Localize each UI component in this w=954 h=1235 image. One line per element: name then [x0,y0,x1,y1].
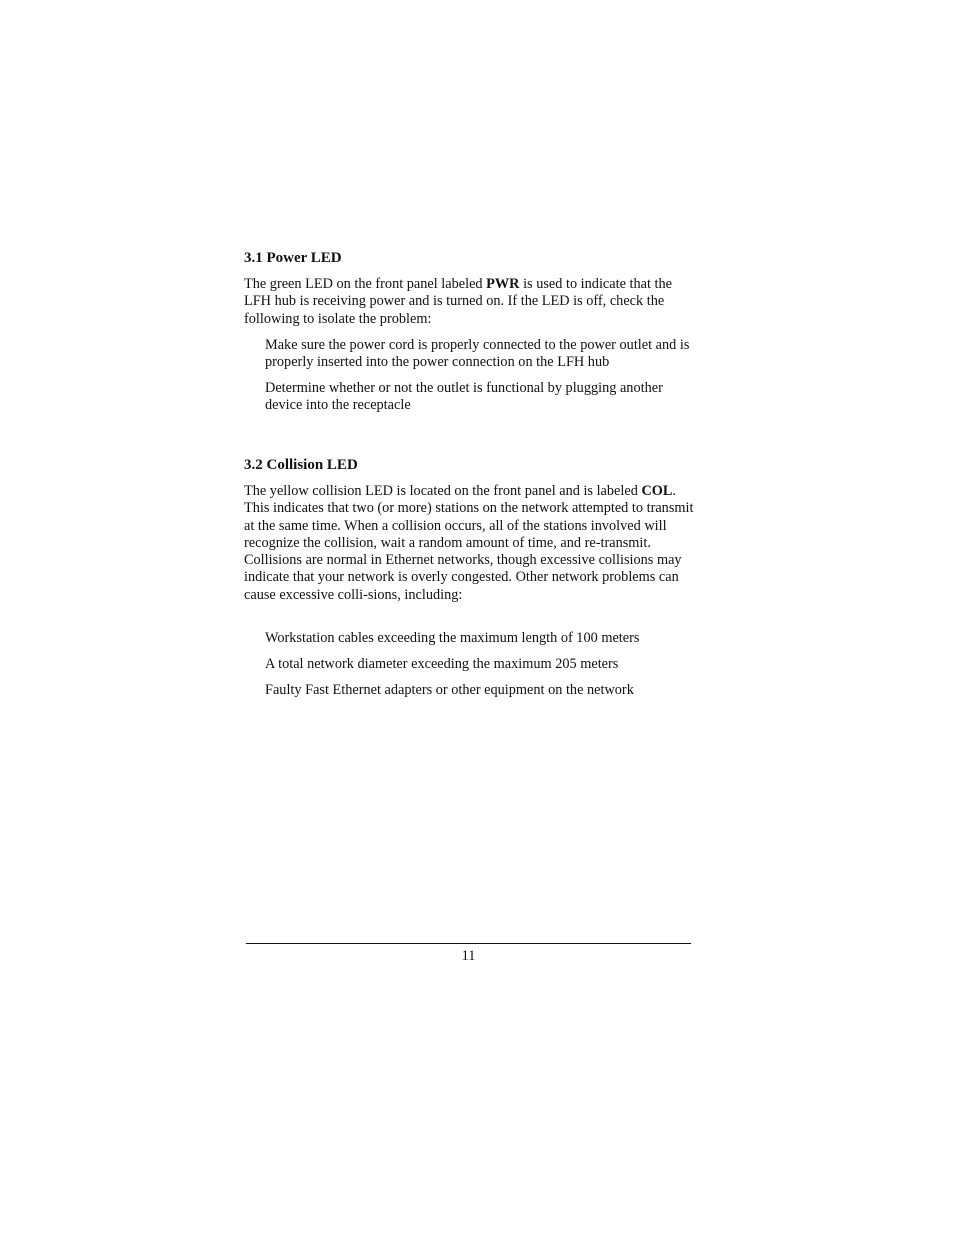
list-item: Workstation cables exceeding the maximum length of 100 meters [265,630,640,646]
footer-divider [246,943,691,944]
paragraph-text: is used to indicate that the LFH hub is receiving power and is turned on. If the LED is off, check the following to isolate the problem: [244,276,672,327]
list-item: Faulty Fast Ethernet adapters or other equipment on the network [265,682,634,698]
section-paragraph-power-led [244,276,694,328]
section-paragraph-collision-led [244,483,694,604]
section-heading-collision-led: 3.2 Collision LED [244,457,358,473]
paragraph-text: . This indicates that two (or more) stations on the network attempted to transmit at the same time. When a collision occurs, all of the stations involved will recognize the collision, wait a random amount of time, and re-transmit. Collisions are normal in Ethernet networks, though excessive collisions may indicate that your network is overly congested. Other network problems can cause excessive colli-sions, including: [244,483,694,603]
col-label: COL [641,483,673,499]
paragraph-text: The yellow collision LED is located on the front panel and is labeled [244,483,642,499]
list-item: Make sure the power cord is properly connected to the power outlet and is properly inserted into the power connection on the LFH hub [265,337,690,371]
paragraph-text: The green LED on the front panel labeled [244,276,487,292]
section-heading-power-led: 3.1 Power LED [244,250,342,266]
pwr-label: PWR [486,276,520,292]
page-number: 11 [461,948,476,964]
list-item: A total network diameter exceeding the maximum 205 meters [265,656,619,672]
list-item: Determine whether or not the outlet is functional by plugging another device into the receptacle [265,380,663,414]
